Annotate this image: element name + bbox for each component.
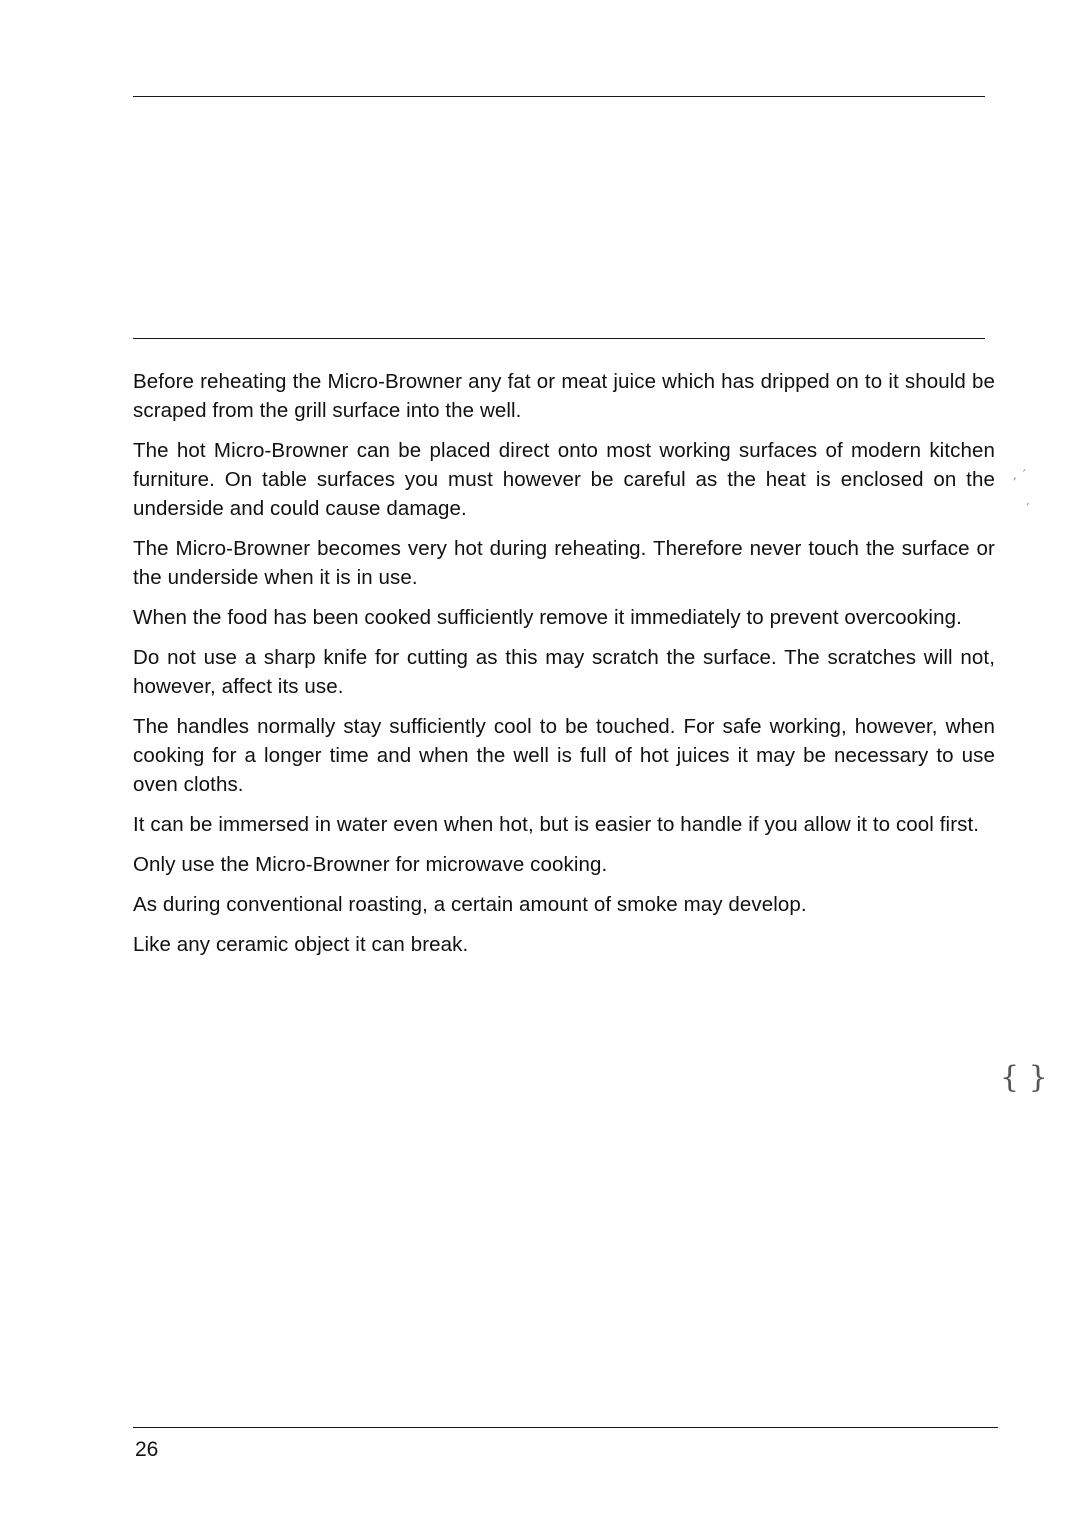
paragraph-knife: Do not use a sharp knife for cutting as this may scratch the surface. The scratches will not, however, affect its use. (133, 646, 995, 698)
paragraph-handles: The handles normally stay sufficiently cool to be touched. For safe working, however, when cooking for a longer time and when the well is full of hot juices it may be necessary to use oven cloths. (133, 715, 995, 796)
section-divider (133, 338, 985, 339)
scan-speck-mark: , ´ (1013, 468, 1027, 482)
scan-bracket-mark: { } (1000, 1060, 1048, 1095)
body-text (133, 367, 995, 970)
paragraph-smoke: As during conventional roasting, a certain amount of smoke may develop. (133, 893, 807, 916)
top-divider (133, 96, 985, 97)
scan-speck-mark: ‘ (1026, 502, 1030, 513)
paragraph-surfaces: The hot Micro-Browner can be placed direct onto most working surfaces of modern kitchen furniture. On table surfaces you must however be careful as the heat is enclosed on the underside and could cause damage. (133, 439, 995, 520)
footer-divider (133, 1427, 998, 1428)
paragraph-ceramic: Like any ceramic object it can break. (133, 933, 469, 956)
paragraph-reheating: Before reheating the Micro-Browner any fat or meat juice which has dripped on to it should be scraped from the grill surface into the well. (133, 370, 995, 422)
paragraph-overcooking: When the food has been cooked sufficiently remove it immediately to prevent overcooking. (133, 606, 962, 629)
paragraph-microwave-only: Only use the Micro-Browner for microwave cooking. (133, 853, 608, 876)
paragraph-hot-warning: The Micro-Browner becomes very hot during reheating. Therefore never touch the surface or the underside when it is in use. (133, 537, 995, 589)
page-number: 26 (135, 1438, 159, 1461)
paragraph-immersion: It can be immersed in water even when hot, but is easier to handle if you allow it to cool first. (133, 813, 980, 836)
